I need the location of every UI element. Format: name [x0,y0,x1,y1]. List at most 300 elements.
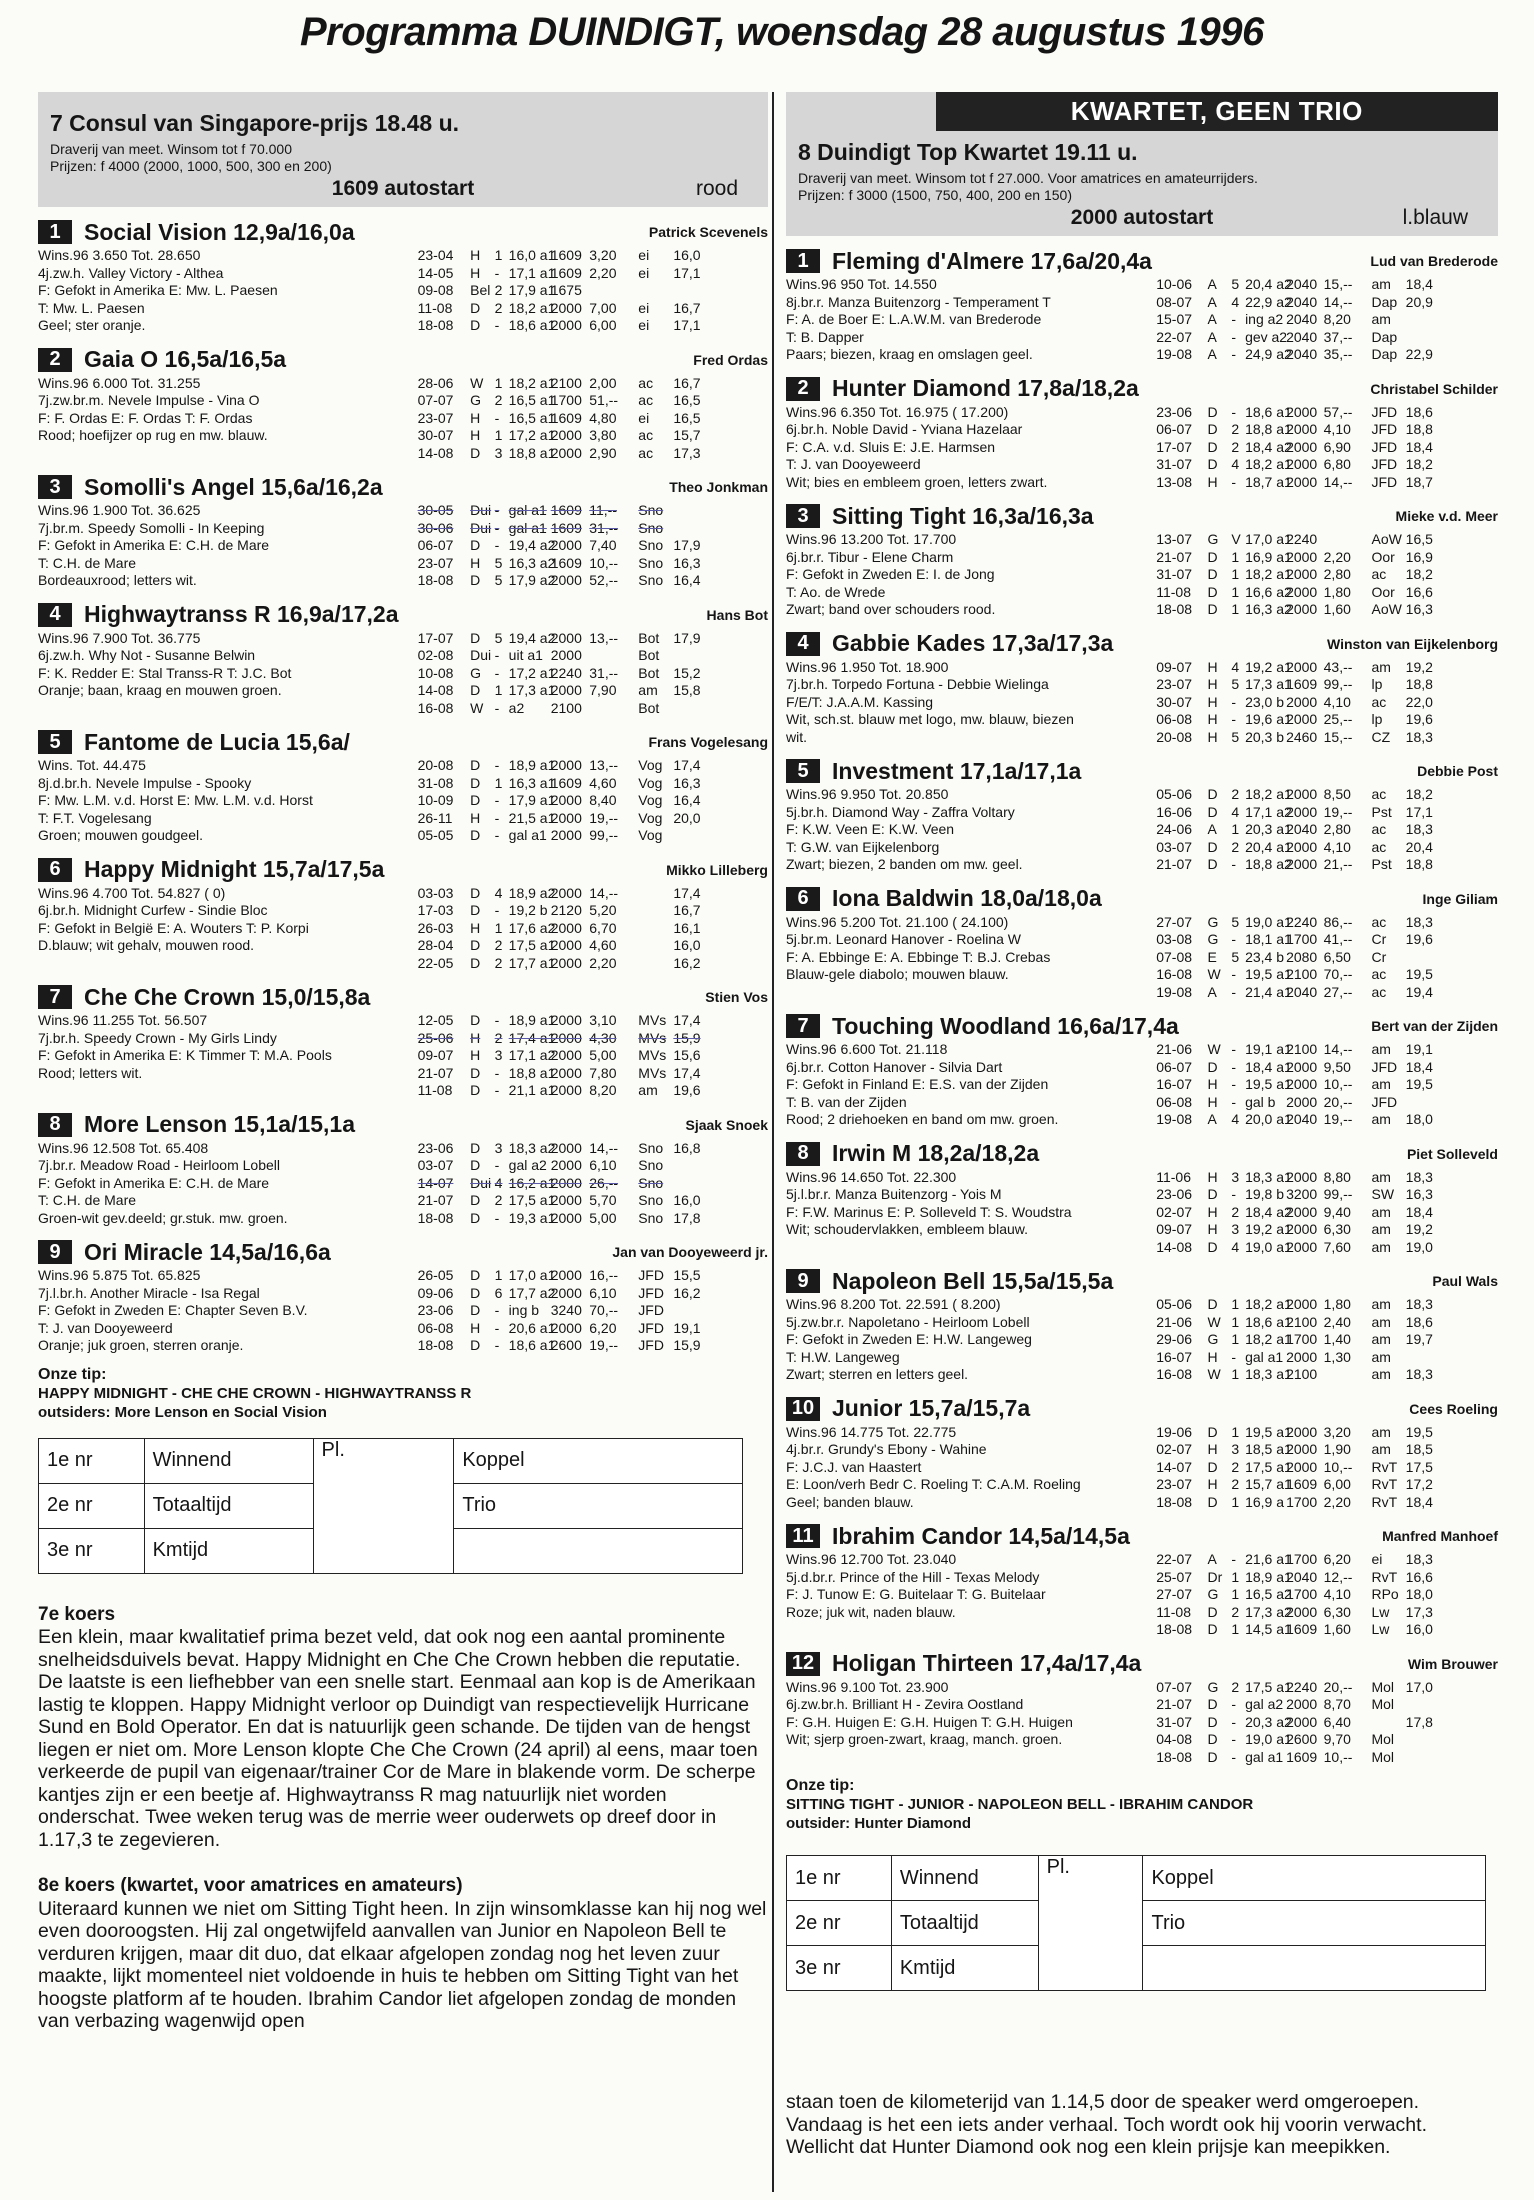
form-cell: RvT [1371,1568,1398,1585]
horse-info [786,1424,1156,1512]
form-cell: 3,80 [589,427,617,443]
form-cell: 03-08 [1156,931,1193,947]
form-cell: 2000 [550,1012,582,1028]
form-cell: 2000 [1286,438,1318,455]
form-cell: 18,6 a1 [1245,403,1292,420]
form-cell: 19,5 [1405,1423,1433,1440]
form-cell: Sno [638,554,664,571]
form-cell: 18,8 [1405,421,1433,437]
horse-title [38,601,399,628]
form-row [418,300,768,318]
form-cell: 24-06 [1156,821,1193,837]
horse-info-line: 5j.d.br.r. Prince of the Hill - Texas Melody [786,1568,1040,1585]
horse-name: Iona Baldwin 18,0a/18,0a [832,885,1102,911]
form-cell: 22,9 a2 [1245,293,1292,310]
form-cell: 15,9 [673,1029,701,1046]
form-row [1156,1459,1498,1477]
form-cell: JFD [1371,1058,1398,1075]
form-row [418,247,768,265]
horse-name: Ibrahim Candor 14,5a/14,5a [832,1522,1130,1549]
form-cell: 2000 [1286,583,1318,600]
form-cell: 6,90 [1323,438,1351,455]
form-cell: 7,00 [589,299,617,316]
horse-header [786,756,1498,786]
form-cell: 07-07 [1156,1678,1193,1695]
form-row [1156,1569,1498,1587]
race-conditions: Draverij van meet. Winsom tot f 70.000 [50,141,292,157]
form-cell: 2460 [1286,728,1318,745]
form-cell: 18-08 [1156,1493,1193,1510]
horse-number: 9 [786,1269,820,1293]
form-row [1156,1714,1498,1732]
form-cell: 14,-- [589,884,619,901]
form-row [1156,1204,1498,1222]
form-cell: 16,0 [673,1192,701,1208]
form-cell [1406,1696,1430,1714]
form-cell: 99,-- [1323,676,1353,692]
form-cell: 18,7 a1 [1245,473,1292,490]
form-row [1156,1679,1498,1697]
horse-details [786,531,1498,619]
race-start-type: 2000 autostart [1070,206,1214,229]
cell-3e-nr: 3e nr [787,1946,892,1991]
horse-title [38,856,384,883]
form-cell: 18,8 [1405,676,1433,692]
form-cell: 2600 [1286,1731,1318,1747]
form-cell: 2000 [550,572,582,588]
form-cell: - [1231,1731,1237,1747]
form-cell: 6,30 [1323,1603,1351,1620]
horse-title [786,375,1139,402]
horse-entry [38,345,768,463]
form-cell: D [1207,583,1218,600]
form-row [418,827,768,845]
form-row [1156,1314,1498,1332]
form-cell: 2000 [1286,1696,1318,1712]
form-cell: 25-06 [417,1029,454,1046]
form-cell: 1 [494,427,503,443]
form-cell [673,827,698,845]
horse-title [38,984,370,1011]
cell-1e-nr: 1e nr [787,1856,892,1901]
form-cell: 2 [494,282,503,298]
horse-trainer: Fred Ordas [693,351,768,368]
form-cell: 2,80 [1323,821,1351,837]
form-cell: D [1207,1713,1218,1730]
horse-trainer: Hans Bot [706,606,768,623]
form-cell: 3,20 [1323,1423,1351,1440]
form-cell: 17,3 [1405,1603,1433,1620]
form-cell: 03-03 [417,884,454,901]
form-cell: 1,80 [1323,583,1351,600]
form-cell: 16-08 [1156,1366,1193,1382]
form-row [1156,1441,1498,1459]
form-cell: 41,-- [1323,931,1353,947]
form-cell: 9,50 [1323,1058,1351,1075]
form-cell: 18,8 a1 [508,444,556,461]
form-cell: - [1231,1186,1237,1202]
form-cell: Dui [470,519,492,536]
horse-name: More Lenson 15,1a/15,1a [84,1111,356,1137]
horse-info-line: Wins.96 3.650 Tot. 28.650 [38,247,201,263]
form-cell: 6,50 [1323,948,1351,965]
race8-body: Uiteraard kunnen we niet om Sitting Tight heen. In zijn winsomklasse kan hij nog wel even dooroogsten. Hij zal ongetwijfeld aanvallen van Junior en Napoleon Bell te verduren krijgen, maar dit duo, dat elkaar afgelopen zondag nog het leven zuur maakte, lijkt momenteel niet voldoende in huis te hebben om Sitting Tight van het hoogste platform af te houden. Ibrahim Candor liet afgelopen zondag de monden van verbazing wagenwijd open [38,1897,767,2032]
form-cell: 18,8 a1 [508,1064,556,1081]
form-cell: 4,60 [589,774,617,791]
form-cell: 13,-- [589,629,619,646]
horse-number: 1 [786,249,820,273]
form-row [418,1210,768,1228]
horse-info [38,247,418,335]
horse-details [786,1424,1498,1512]
form-cell: D [470,1157,481,1173]
form-cell: - [494,664,500,681]
horse-trainer: Frans Vogelesang [648,734,768,750]
form-cell: 16-08 [1156,966,1193,982]
form-cell: 16,3 [1405,601,1433,617]
form-cell: am [1371,1366,1391,1382]
form-row [1156,711,1498,729]
form-row [418,630,768,648]
form-cell: 2 [494,954,503,971]
form-cell: 5,00 [589,1047,617,1063]
horse-info-line: F: Gefokt in Zweden E: H.W. Langeweg [786,1331,1032,1347]
form-row [1156,821,1498,839]
form-cell: 99,-- [1323,1186,1353,1202]
horse-info [786,404,1156,492]
horse-info-line: Wins.96 950 Tot. 14.550 [786,276,937,292]
form-cell: 8,50 [1323,786,1351,802]
cell-2e-nr: 2e nr [39,1483,145,1528]
form-cell: - [494,1302,500,1318]
form-cell: 18-08 [417,1209,454,1226]
form-cell: 17,4 [673,757,701,773]
form-row [1156,931,1498,949]
form-cell: uit a1 [508,647,543,663]
form-cell: 2040 [1286,1568,1318,1585]
form-cell: 1 [1231,1621,1240,1637]
form-cell: D [470,1337,481,1353]
horse-number: 2 [38,348,72,372]
form-cell: Vog [638,757,663,773]
form-cell: W [1207,966,1221,982]
form-cell: 37,-- [1323,328,1353,345]
form-cell: MVs [638,1064,667,1081]
form-cell: 2000 [550,884,582,901]
form-cell: - [494,264,500,281]
results-table [38,1438,743,1574]
cell-koppel: Koppel [1143,1856,1486,1901]
form-row [418,1012,768,1030]
form-cell [638,955,673,973]
form-cell: 20,-- [1323,1093,1353,1110]
form-cell: 18,8 [1405,856,1433,872]
form-row [418,700,768,718]
horse-info-line: Wins.96 8.200 Tot. 22.591 ( 8.200) [786,1296,1001,1312]
form-cell: H [1207,711,1218,727]
horse-details [38,630,768,718]
horse-info-line: F: C.A. v.d. Sluis E: J.E. Harmsen [786,438,996,455]
horse-info [786,1296,1156,1384]
form-cell: 17,0 a1 [508,1267,556,1283]
form-row [418,375,768,393]
form-cell: 19,-- [1323,803,1353,820]
horse-header [786,1011,1498,1041]
form-cell: am [1371,1168,1391,1185]
form-cell: 2040 [1286,346,1318,362]
cell-empty [1143,1946,1486,1991]
form-row [418,885,768,903]
form-row [1156,694,1498,712]
form-cell: 18,4 [1405,276,1433,292]
horse-info-line: T: J. van Dooyeweerd [786,456,921,472]
form-cell: am [1371,1331,1391,1347]
form-cell: 18,9 a2 [508,884,556,901]
horse-info-line: Zwart; sterren en letters geel. [786,1366,969,1382]
form-cell: 18,4 a2 [1245,438,1292,455]
form-cell: 09-06 [417,1284,454,1301]
form-cell: 2000 [550,792,582,808]
form-cell: ac [1371,693,1387,710]
form-cell: 17,2 a1 [508,664,556,681]
form-row [418,665,768,683]
form-row [418,792,768,810]
form-cell: 06-08 [1156,711,1193,727]
form-cell: - [494,537,500,553]
form-row [418,1140,768,1158]
form-cell: - [1231,473,1237,490]
form-cell: - [494,1012,500,1028]
form-cell: 8,70 [1323,1696,1351,1712]
form-cell: 05-06 [1156,1296,1193,1312]
horse-details [38,502,768,590]
form-cell: 17-03 [417,902,454,918]
form-row [1156,1296,1498,1314]
form-cell: 18,3 [1405,913,1433,930]
form-cell: D [1207,1696,1218,1712]
form-row [1156,966,1498,984]
form-cell: 20,4 a2 [1245,276,1292,292]
form-cell [673,520,698,538]
horse-header [786,1139,1498,1169]
form-cell: 02-08 [417,647,454,663]
horse-title [786,885,1102,912]
form-cell: 3,20 [589,247,617,263]
form-cell: 18,8 a2 [1245,856,1292,872]
form-cell: 10,-- [1323,1458,1353,1475]
form-cell: 4,80 [589,409,617,426]
form-cell: 20,9 [1405,293,1433,310]
form-cell: D [1207,548,1218,565]
form-cell: 19,4 [1405,983,1433,1000]
form-cell: 17,1 a2 [508,1047,556,1063]
cell-koppel: Koppel [454,1438,743,1483]
form-cell: ei [638,247,650,263]
horse-info [786,914,1156,1002]
form-cell: 20,-- [1323,1678,1353,1695]
form-cell: 5,70 [589,1192,617,1208]
form-cell: 1700 [1286,1551,1318,1567]
form-cell: 16,5 a2 [1245,1586,1292,1602]
form-cell: 11-08 [1156,1603,1192,1620]
form-cell: Pst [1371,856,1392,872]
form-cell: 19,1 [1405,1041,1433,1057]
form-cell: 2000 [1286,403,1318,420]
form-cell: D [470,827,481,843]
form-cell: H [470,919,481,936]
form-cell: JFD [1371,403,1398,420]
form-row [418,1267,768,1285]
form-cell: RPo [1371,1586,1399,1602]
form-cell: 18-08 [417,317,454,333]
form-cell: 2000 [1286,1168,1318,1185]
horse-number: 9 [38,1240,72,1264]
form-cell: 1 [1231,1296,1240,1312]
form-cell: Vog [638,809,663,826]
form-row [1156,456,1498,474]
form-cell: JFD [638,1284,664,1301]
form-cell: 11-08 [417,1082,453,1098]
horse-details [38,375,768,463]
form-cell: 21,-- [1323,856,1353,872]
horse-entry [38,1237,768,1355]
form-cell: 18,4 [1405,1058,1433,1075]
form-cell: Vog [638,774,663,791]
form-row [1156,786,1498,804]
form-cell: 1 [494,919,503,936]
race7-body: Een klein, maar kwalitatief prima bezet veld, dat ook nog een aantal prominente snelheidsduivels bevat. Happy Midnight en Che Che Crown hebben die reputatie. De laatste is een liefhebber van een snelle start. Eenmaal aan kop is de Amerikaan lastig te kloppen. Happy Midnight verloor op Duindigt van respectievelijk Hurricane Sund en Bold Operator. En dat is natuurlijk geen schande. De tijden van de hengst liegen er niet om. More Lenson klopte Che Che Crown (24 april) al eens, maar toen verkeerde de pupil van eigenaar/trainer Cor de Mare in blakende vorm. De scherpe kantjes zijn er een beetje af. Highwaytranss R mag natuurlijk niet worden onderschat. Twee weken terug was de merrie weer ouderwets op dreef door in 1.17,3 te zegevieren. [38,1626,758,1851]
horse-details [786,404,1498,492]
form-cell: 26-03 [417,919,454,936]
form-cell: 2000 [550,1157,582,1173]
form-cell: D [470,902,481,918]
form-cell: 2 [1231,838,1240,855]
form-row [1156,1221,1498,1239]
horse-info-line: F: J. Tunow E: G. Buitelaar T: G. Buitelaar [786,1586,1046,1602]
form-cell: 15,7 [673,427,701,443]
form-cell: 19,0 a1 [1245,1238,1292,1255]
form-cell: 23-06 [417,1302,454,1318]
form-cell: 4 [1231,1111,1240,1127]
horse-info-line: Groen-wit gev.deeld; gr.stuk. mw. groen. [38,1209,288,1226]
form-cell: ac [638,392,654,408]
form-row [1156,729,1498,747]
form-cell: 2000 [1286,1221,1318,1237]
form-cell: H [1207,1203,1218,1220]
form-cell: D [470,629,481,646]
form-cell: D [470,299,481,316]
form-cell: 19,1 [673,1319,701,1336]
form-row [418,647,768,665]
horse-form [418,247,768,335]
form-cell: - [494,827,500,843]
form-row [1156,856,1498,874]
form-cell: H [1207,1221,1218,1237]
form-cell: am [1371,1041,1391,1057]
form-cell: 09-07 [1156,658,1193,675]
form-row [418,317,768,335]
form-cell: 18,2 a1 [1245,1296,1292,1312]
form-cell: 2000 [1286,566,1318,582]
form-cell: 18,9 a1 [1245,1568,1292,1585]
form-cell: RvT [1371,1458,1398,1475]
form-cell: 18,9 a1 [508,757,556,773]
form-cell: Cr [1371,931,1387,947]
form-cell: 17,7 a2 [508,1284,556,1301]
form-cell: 21,4 a1 [1245,983,1292,1000]
horse-entry [38,217,768,335]
form-cell: 06-07 [1156,421,1193,437]
form-cell: 1 [1231,601,1240,617]
form-cell: 2000 [1286,601,1318,617]
form-cell: - [494,1082,500,1098]
form-cell: D [470,1284,481,1301]
horse-info-line: Bordeauxrood; letters wit. [38,572,197,588]
form-cell: 23-06 [417,1139,454,1156]
form-cell: H [470,1029,481,1046]
form-cell: 16,2 [673,1284,701,1301]
cell-trio: Trio [1143,1901,1486,1946]
form-cell: 20,3 a1 [1245,821,1292,837]
horse-entry [38,472,768,590]
form-cell: 18,0 [1405,1111,1433,1127]
horse-title [786,1523,1130,1550]
horse-info-line: Blauw-gele diabolo; mouwen blauw. [786,966,1009,982]
form-cell: 70,-- [1323,966,1353,982]
form-cell: am [1371,1203,1391,1220]
form-cell: 2000 [1286,456,1318,472]
form-cell: 2000 [1286,1203,1318,1220]
horse-form [418,630,768,718]
cell-totaaltijd: Totaaltijd [891,1901,1038,1946]
form-cell: 30-06 [417,519,454,536]
horse-name: Junior 15,7a/15,7a [832,1395,1031,1421]
form-cell: 35,-- [1323,346,1353,362]
form-cell: 18,6 [1405,1313,1433,1330]
horse-info-line: F: Gefokt in België E: A. Wouters T: P. Korpi [38,919,309,936]
form-cell: 17,5 a1 [508,937,556,953]
form-cell: AoW [1371,601,1402,617]
form-cell: - [494,1064,500,1081]
form-row [418,937,768,955]
form-cell: H [1207,473,1218,490]
form-cell: 30-07 [417,427,454,443]
form-row [1156,311,1498,329]
form-cell: 17,0 a1 [1245,531,1292,547]
form-cell: 5,20 [589,902,617,918]
form-cell: 2000 [550,682,582,698]
form-cell: 19,6 a1 [1245,711,1292,727]
form-cell [1371,1714,1405,1732]
horse-info [786,786,1156,874]
form-cell: 2,20 [589,954,617,971]
form-cell: 27,-- [1323,983,1353,1000]
form-cell: lp [1371,711,1383,727]
horse-details [786,1041,1498,1129]
form-cell: 57,-- [1323,403,1353,420]
form-cell: D [1207,1296,1218,1312]
form-row [418,955,768,973]
horse-info-line: Wins.96 5.200 Tot. 21.100 ( 24.100) [786,913,1009,930]
horse-info-line: Wins.96 5.875 Tot. 65.825 [38,1267,201,1283]
form-cell: 2100 [1286,1366,1318,1382]
form-cell: 17,9 a1 [508,792,556,808]
form-cell: 2000 [550,629,582,646]
form-cell [638,902,673,920]
form-cell: 17,4 [673,1012,701,1028]
form-cell: 26-11 [417,809,453,826]
form-cell: 2080 [1286,948,1318,965]
